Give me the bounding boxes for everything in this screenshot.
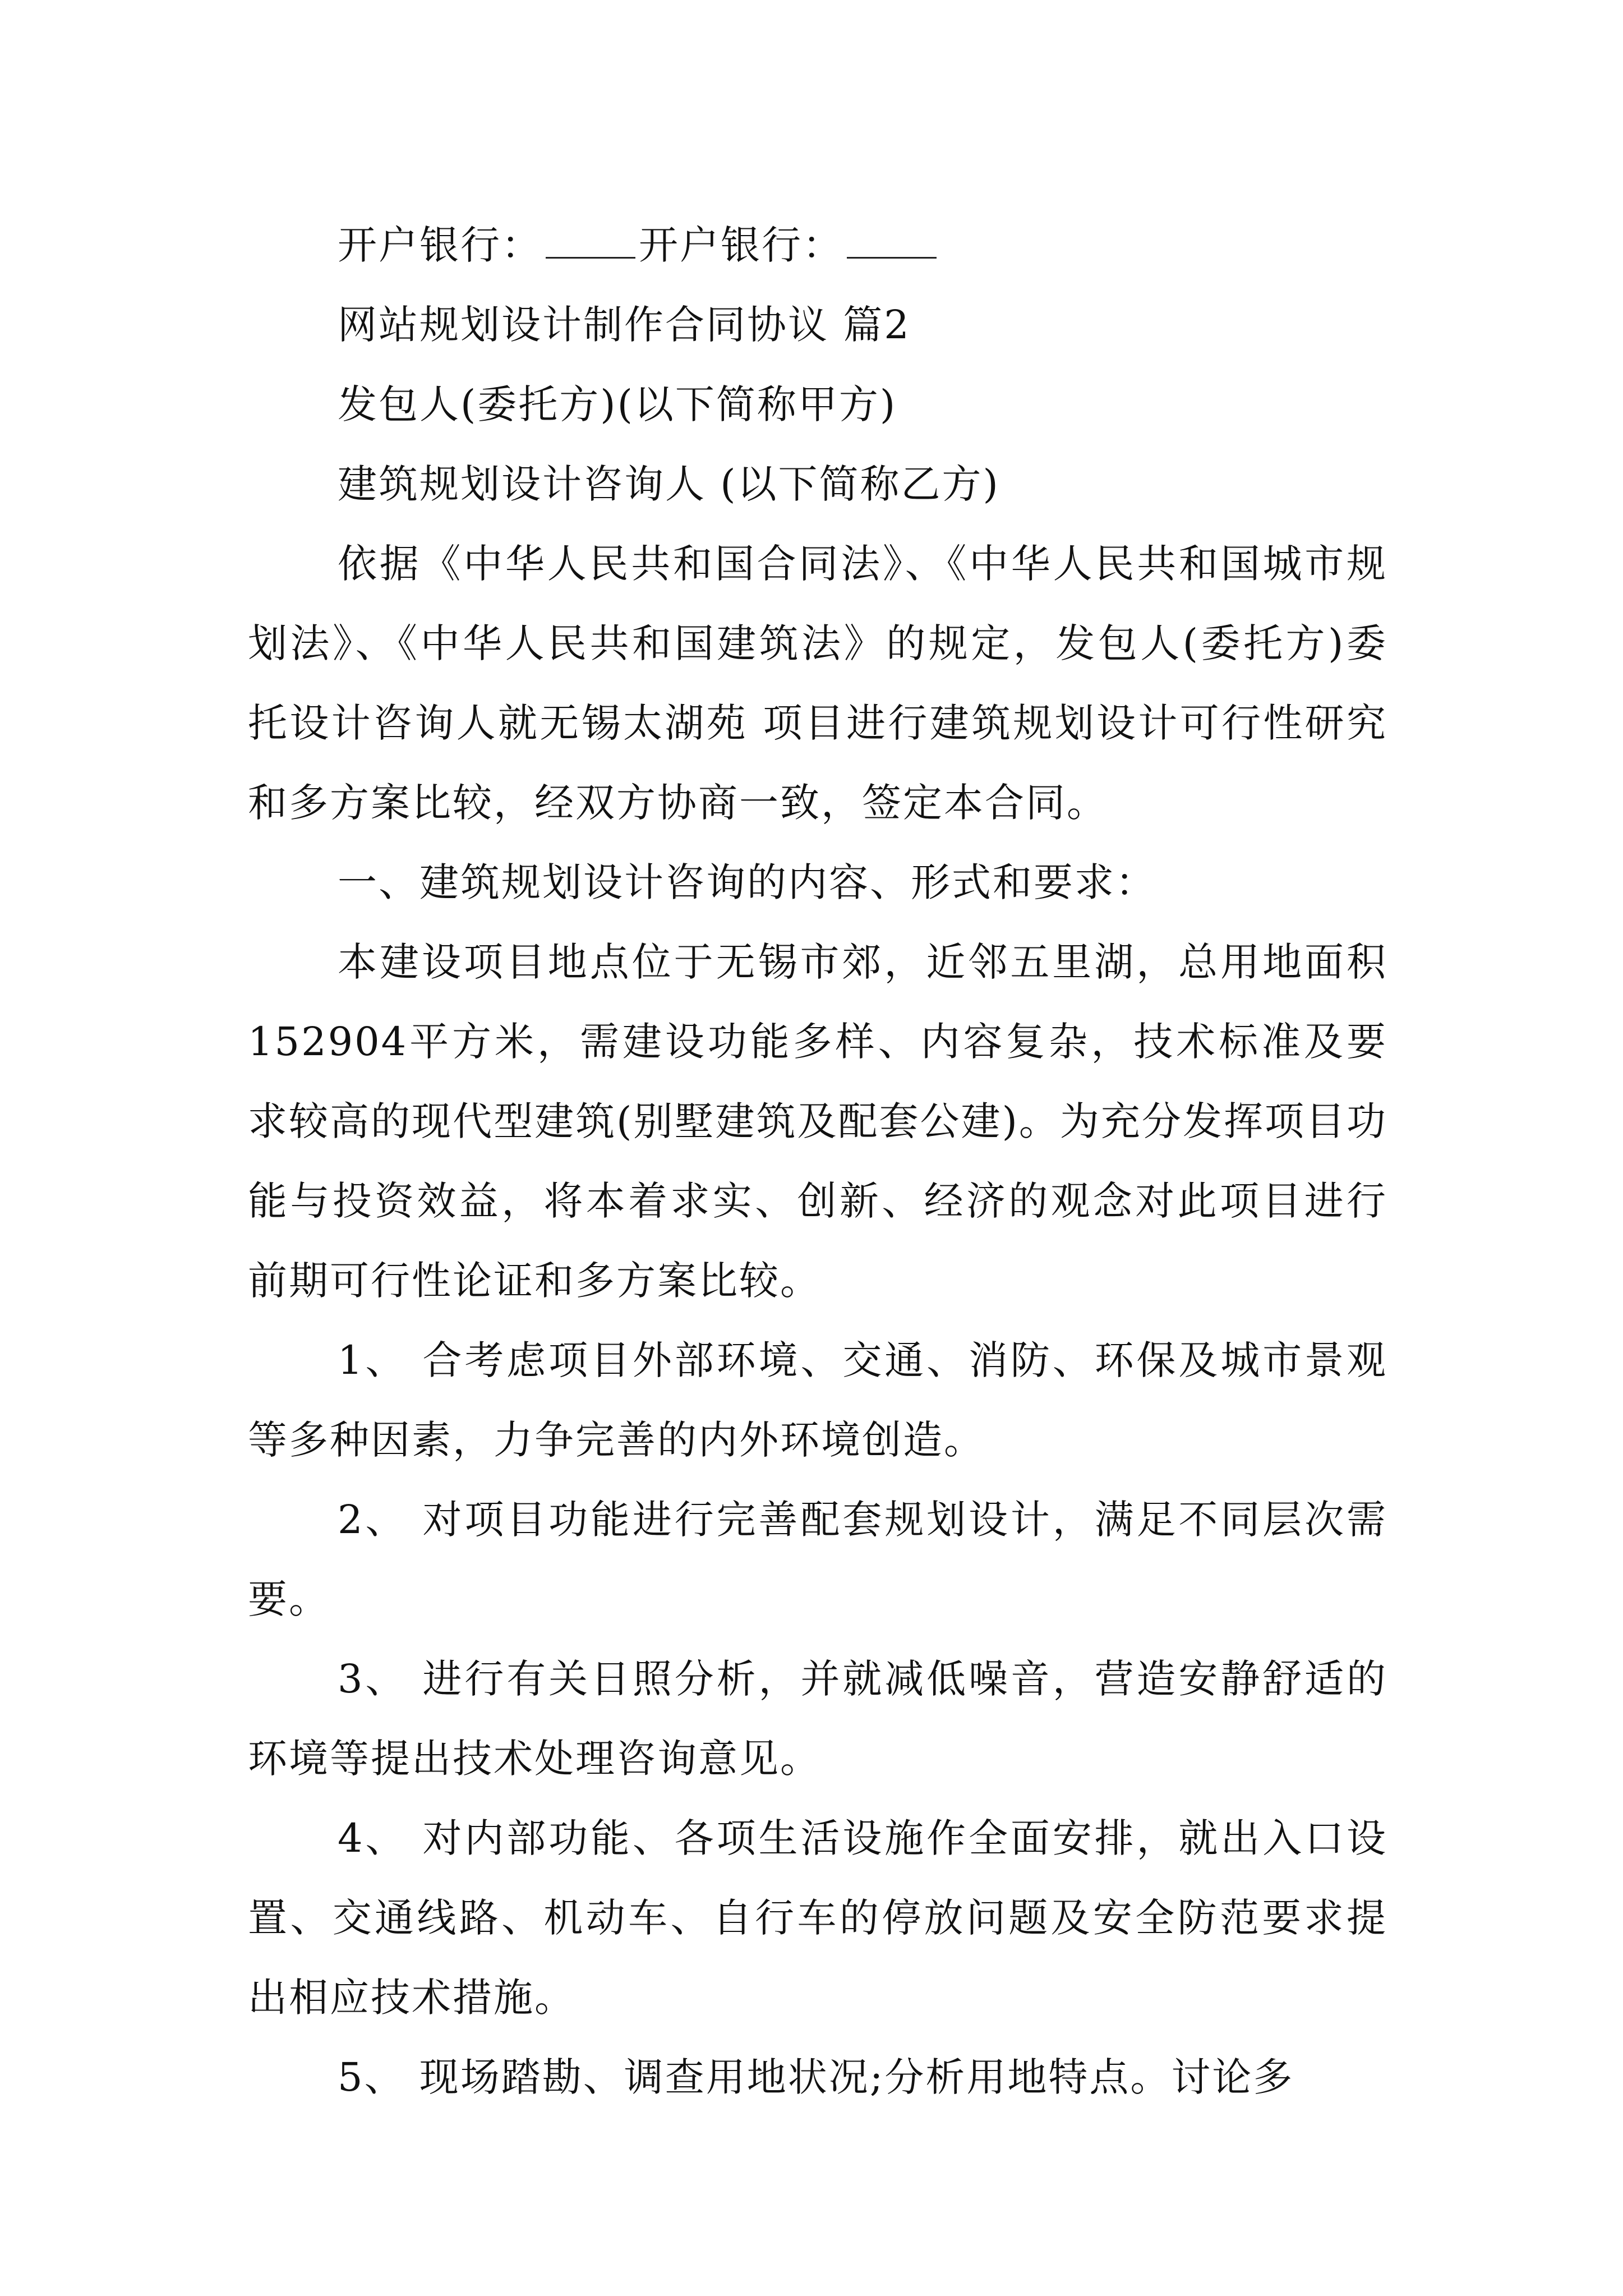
preamble-paragraph: 依据《中华人民共和国合同法》、《中华人民共和国城市规划法》、《中华人民共和国建筑法》的规定，发包人(委托方)委托设计咨询人就无锡太湖苑 项目进行建筑规划设计可行性研究和多方案比较，经双方协商一致，签定本合同。: [248, 541, 1387, 826]
bank-account-line: [248, 205, 1387, 285]
bank-blank-b: [847, 251, 937, 259]
list-item-2: 2、 对项目功能进行完善配套规划设计，满足不同层次需要。: [248, 1497, 1387, 1622]
list-item-4: 4、 对内部功能、各项生活设施作全面安排，就出入口设置、交通线路、机动车、自行车的停放问题及安全防范要求提出相应技术措施。: [248, 1815, 1387, 2021]
list-item-1: 1、 合考虑项目外部环境、交通、消防、环保及城市景观等多种因素，力争完善的内外环境创造。: [248, 1337, 1387, 1463]
clause-heading: 一、建筑规划设计咨询的内容、形式和要求：: [338, 859, 1156, 905]
section-heading: 网站规划设计制作合同协议 篇2: [338, 302, 911, 348]
party-b-line: 建筑规划设计咨询人 (以下简称乙方): [338, 461, 1000, 507]
list-item-5: 5、 现场踏勘、调查用地状况;分析用地特点。讨论多: [338, 2054, 1294, 2100]
party-a-line: 发包人(委托方)(以下简称甲方): [338, 381, 897, 427]
bank-label-a: 开户银行：: [338, 222, 542, 268]
list-item-3: 3、 进行有关日照分析，并就减低噪音，营造安静舒适的环境等提出技术处理咨询意见。: [248, 1656, 1387, 1782]
document-body: [248, 205, 1387, 2117]
project-description-paragraph: 本建设项目地点位于无锡市郊，近邻五里湖，总用地面积152904平方米，需建设功能多样、内容复杂，技术标准及要求较高的现代型建筑(别墅建筑及配套公建)。为充分发挥项目功能与投资效益，将本着求实、创新、经济的观念对此项目进行前期可行性论证和多方案比较。: [248, 939, 1387, 1304]
bank-blank-a: [546, 251, 635, 259]
bank-label-b: 开户银行：: [639, 222, 843, 268]
